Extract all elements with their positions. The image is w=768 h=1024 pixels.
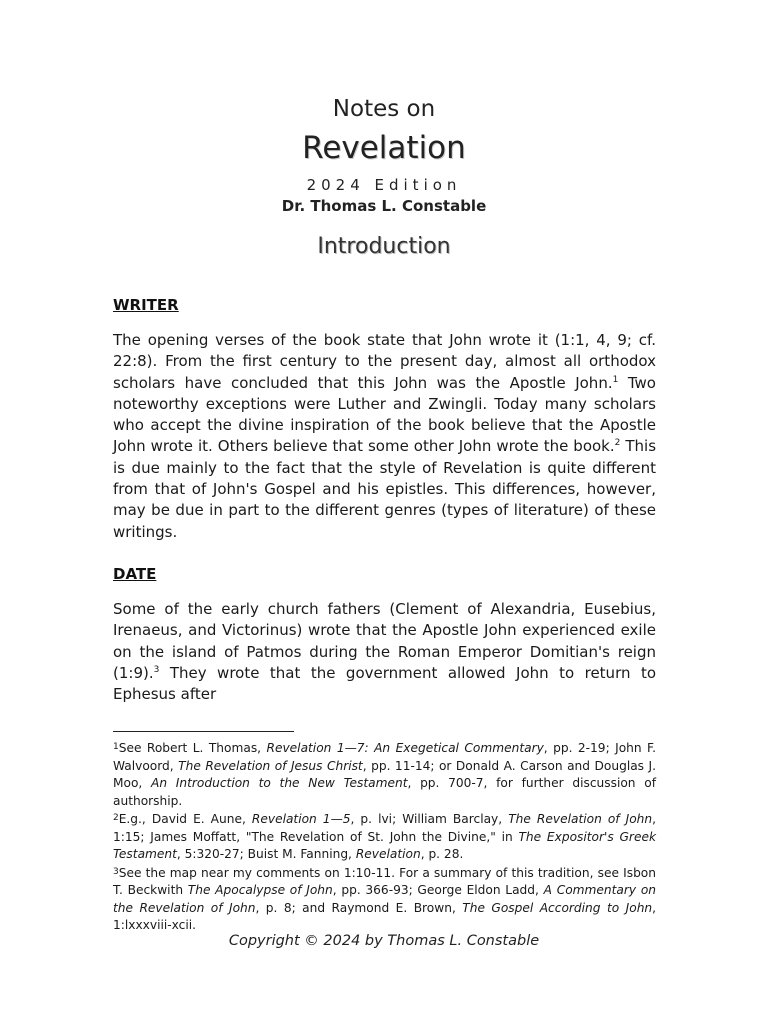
footnote-title-italic: An Introduction to the New Testament (151, 776, 408, 790)
writer-heading: WRITER (113, 296, 179, 314)
footnote-title-italic: Revelation (355, 847, 421, 861)
footnote-number: 3 (113, 866, 119, 877)
footnote-text-segment: See the map near my comments on 1:10-11. For a summary of this tradition, see Isbon T. Beckwith (113, 865, 656, 897)
footnote-text-segment: , p. lvi; William Barclay, (350, 812, 509, 826)
footnote-text-segment: , pp. 2-19; John F. Walvoord, (113, 741, 656, 773)
pre-title: Notes on (332, 96, 436, 122)
footnote-title-italic: The Gospel According to John (462, 900, 653, 915)
date-text-1: Some of the early church fathers (Clement of Alexandria, Eusebius, Irenaeus, and Victorinus) wrote that the Apostle John experienced exile on the island of Patmos during the Roman Emperor Domitian's reign (1:9). (113, 600, 656, 682)
footnote-divider (113, 731, 294, 732)
book-title: Revelation (302, 130, 466, 166)
footnote-title-italic: A Commentary on the Revelation of John (113, 883, 657, 915)
footnote-ref-2[interactable]: 2 (614, 438, 621, 449)
footnote-1 (113, 739, 656, 810)
footnote-text-segment: , p. 28. (420, 847, 464, 861)
footnote-2 (113, 810, 656, 864)
date-text-2: They wrote that the government allowed John to return to Ephesus after (113, 663, 656, 704)
writer-text-2: Two noteworthy exceptions were Luther and Zwingli. Today many scholars who accept the divine inspiration of the book believe that the Apostle John wrote it. Others believe that some other John wrote the book. (113, 373, 656, 456)
footnote-title-italic: The Revelation of John (508, 812, 653, 826)
footnote-text-segment: , pp. 366-93; George Eldon Ladd, (332, 883, 544, 897)
edition-line: 2024 Edition (306, 176, 462, 194)
writer-paragraph (113, 330, 656, 543)
footnote-title-italic: Revelation 1—7: An Exegetical Commentary (266, 741, 544, 755)
author-name: Dr. Thomas L. Constable (281, 197, 487, 215)
footnote-number: 2 (113, 813, 119, 823)
writer-text-3: This is due mainly to the fact that the style of Revelation is quite different from that of John's Gospel and his epistles. This differences, however, may be due in part to the different genres (types of literature) of these writings. (113, 437, 657, 541)
footnote-number: 1 (113, 742, 119, 752)
footnote-text-segment: , 5:320-27; Buist M. Fanning, (176, 847, 356, 861)
footnote-text-segment: See Robert L. Thomas, (118, 741, 267, 755)
footnote-ref-1[interactable]: 1 (612, 374, 619, 385)
footnote-text-segment: , pp. 11-14; or Donald A. Carson and Douglas J. Moo, (113, 758, 656, 790)
date-heading: DATE (113, 565, 157, 583)
date-paragraph (113, 599, 656, 705)
footnote-ref-3[interactable]: 3 (153, 664, 160, 675)
footnote-2-text (113, 812, 656, 861)
footnotes-section (113, 739, 656, 935)
footnote-3 (113, 864, 656, 935)
footnote-text-segment: E.g., David E. Aune, (118, 812, 252, 826)
writer-text-1: The opening verses of the book state that John wrote it (1:1, 4, 9; cf. 22:8). From the first century to the present day, almost all orthodox scholars have concluded that this John was the Apostle John. (113, 331, 656, 392)
footnote-title-italic: The Apocalypse of John (187, 883, 333, 897)
footnote-title-italic: The Expositor's Greek Testament (113, 829, 656, 861)
footnote-title-italic: Revelation 1—5 (251, 812, 351, 826)
section-title: Introduction (317, 234, 451, 259)
footnote-text-segment: , p. 8; and Raymond E. Brown, (255, 900, 463, 915)
copyright-notice: Copyright © 2024 by Thomas L. Constable (228, 933, 540, 949)
footnote-1-text (113, 741, 656, 808)
footnote-text-segment: , pp. 700-7, for further discussion of authorship. (113, 776, 656, 808)
footnote-text-segment: , 1:lxxxviii-xcii. (113, 900, 657, 932)
footnote-3-text (113, 866, 656, 933)
footnote-title-italic: The Revelation of Jesus Christ (178, 758, 363, 773)
footnote-text-segment: , 1:15; James Moffatt, "The Revelation of St. John the Divine," in (113, 812, 656, 844)
